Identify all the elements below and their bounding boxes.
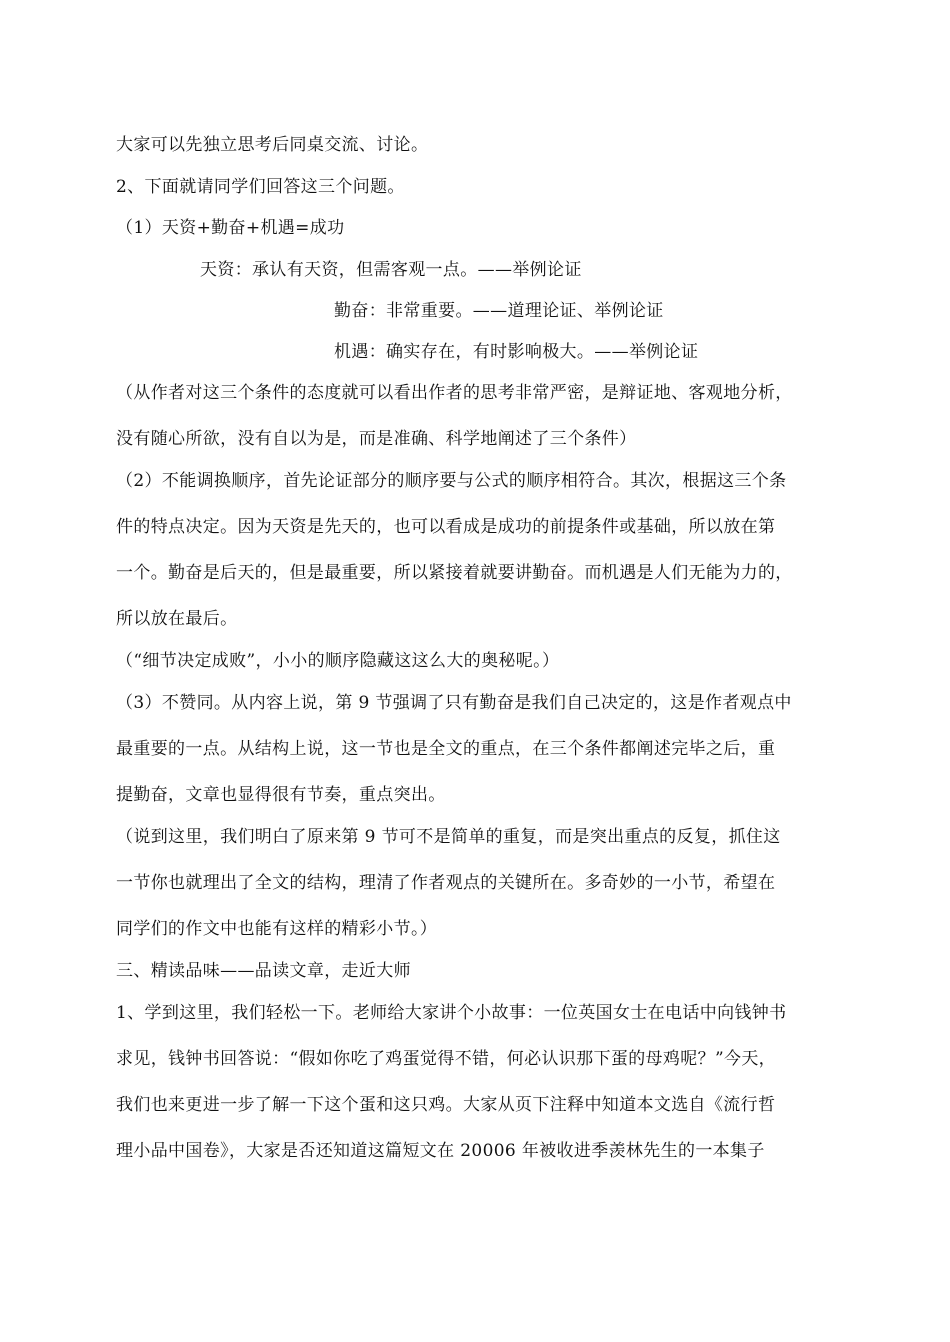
text-line: （1）天资+勤奋+机遇=成功: [116, 218, 345, 238]
text-line: 最重要的一点。从结构上说，这一节也是全文的重点，在三个条件都阐述完毕之后，重: [116, 739, 776, 759]
text-line: 机遇：确实存在，有时影响极大。——举例论证: [334, 342, 699, 362]
text-line: 理小品中国卷》，大家是否还知道这篇短文在 20006 年被收进季羡林先生的一本集子: [116, 1141, 765, 1161]
text-line: 一节你也就理出了全文的结构，理清了作者观点的关键所在。多奇妙的一小节，希望在: [116, 873, 776, 893]
text-line: 件的特点决定。因为天资是先天的，也可以看成是成功的前提条件或基础，所以放在第: [116, 517, 776, 537]
text-line: 没有随心所欲，没有自以为是，而是准确、科学地阐述了三个条件）: [116, 429, 637, 449]
text-line: 提勤奋，文章也显得很有节奏，重点突出。: [116, 785, 446, 805]
text-line: （“细节决定成败”，小小的顺序隐藏这这么大的奥秘呢。）: [116, 651, 560, 671]
text-line: （说到这里，我们明白了原来第 9 节可不是简单的重复，而是突出重点的反复，抓住这: [116, 827, 781, 847]
text-line: （2）不能调换顺序，首先论证部分的顺序要与公式的顺序相符合。其次，根据这三个条: [116, 471, 787, 491]
text-line: 勤奋：非常重要。——道理论证、举例论证: [334, 301, 664, 321]
text-line: 我们也来更进一步了解一下这个蛋和这只鸡。大家从页下注释中知道本文选自《流行哲: [116, 1095, 776, 1115]
text-line: 天资：承认有天资，但需客观一点。——举例论证: [200, 260, 582, 280]
text-line: 大家可以先独立思考后同桌交流、讨论。: [116, 135, 429, 155]
text-line: 1、学到这里，我们轻松一下。老师给大家讲个小故事：一位英国女士在电话中向钱钟书: [116, 1003, 787, 1023]
text-line: 三、精读品味——品读文章，走近大师: [116, 961, 411, 981]
text-line: 2、下面就请同学们回答这三个问题。: [116, 177, 405, 197]
text-line: 一个。勤奋是后天的，但是最重要，所以紧接着就要讲勤奋。而机遇是人们无能为力的，: [116, 563, 793, 583]
text-line: 同学们的作文中也能有这样的精彩小节。）: [116, 919, 438, 939]
text-line: 求见，钱钟书回答说：“假如你吃了鸡蛋觉得不错，何必认识那下蛋的母鸡呢？”今天，: [116, 1049, 777, 1069]
text-line: （3）不赞同。从内容上说，第 9 节强调了只有勤奋是我们自己决定的，这是作者观点中: [116, 693, 792, 713]
text-line: （从作者对这三个条件的态度就可以看出作者的思考非常严密，是辩证地、客观地分析，: [116, 383, 793, 403]
text-line: 所以放在最后。: [116, 609, 238, 629]
